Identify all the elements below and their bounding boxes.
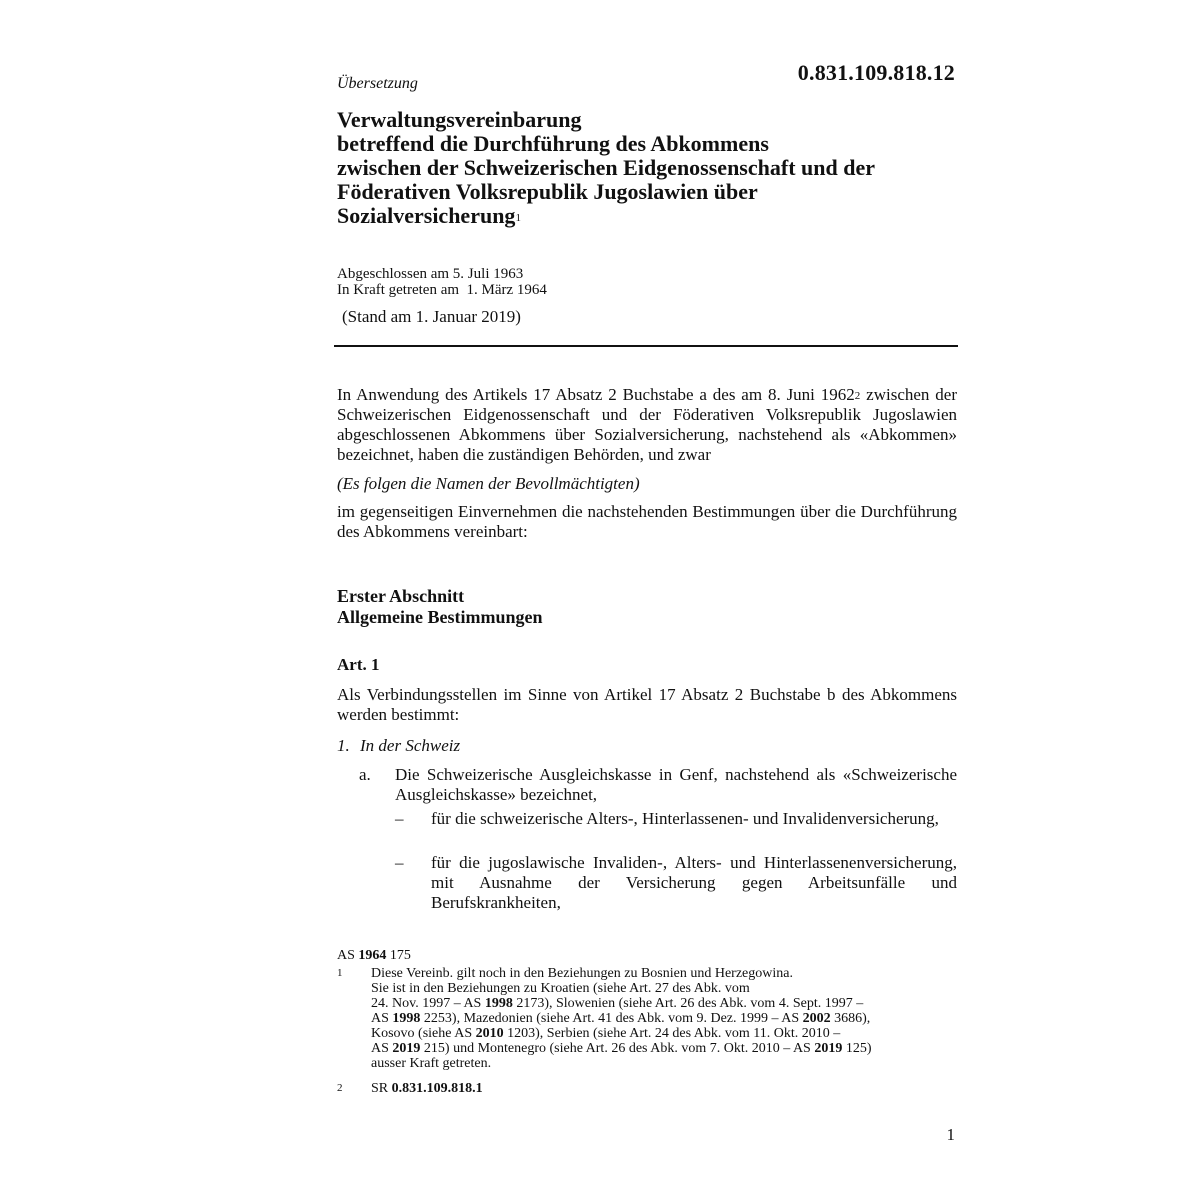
footnote-2-text	[371, 1081, 956, 1096]
footnote-1-line: ausser Kraft getreten.	[371, 1056, 492, 1071]
footnote-ref-2[interactable]: 2	[854, 390, 861, 402]
status-date: (Stand am 1. Januar 2019)	[342, 307, 521, 326]
concluded-date: Abgeschlossen am 5. Juli 1963	[337, 266, 524, 282]
item-1-label: 1.	[337, 736, 350, 755]
in-force-date: In Kraft getreten am 1. März 1964	[337, 282, 547, 298]
dash-2-mark: –	[395, 853, 404, 872]
section-title: Allgemeine Bestimmungen	[337, 607, 543, 627]
document-dates	[337, 266, 547, 298]
as-year: 1964	[358, 948, 387, 963]
footnote-1-line: Diese Vereinb. gilt noch in den Beziehungen zu Bosnien und Herzegowina.	[371, 966, 793, 981]
preamble-paragraph	[337, 385, 957, 465]
title-line: Verwaltungsvereinbarung	[337, 107, 582, 132]
footnote-1-line: Kosovo (siehe AS 2010 1203), Serbien (siehe Art. 24 des Abk. vom 11. Okt. 2010 –	[371, 1026, 841, 1041]
footnote-2-number: 2	[337, 1082, 343, 1094]
footnote-2	[337, 1081, 957, 1099]
sub-a-label: a.	[359, 765, 371, 784]
footnote-1-line: AS 2019 215) und Montenegro (siehe Art. 26 des Abk. vom 7. Okt. 2010 – AS 2019 125)	[371, 1041, 872, 1056]
as-reference	[337, 948, 411, 963]
document-title	[337, 108, 977, 228]
footnote-2-prefix: SR	[371, 1081, 392, 1096]
page-number: 1	[946, 1125, 955, 1144]
header-divider	[334, 345, 958, 347]
title-line-text: Sozialversicherung	[337, 203, 516, 228]
translation-label: Übersetzung	[337, 75, 418, 92]
title-line: betreffend die Durchführung des Abkommens	[337, 131, 769, 156]
footnote-1-line: Sie ist in den Beziehungen zu Kroatien (siehe Art. 27 des Abk. vom	[371, 981, 750, 996]
footnote-2-sr-link[interactable]: 0.831.109.818.1	[391, 1081, 483, 1096]
title-line	[337, 204, 977, 228]
footnote-1-text	[371, 966, 956, 1071]
title-line: zwischen der Schweizerischen Eidgenossenschaft und der	[337, 155, 875, 180]
as-page: 175	[386, 948, 411, 963]
title-line: Föderativen Volksrepublik Jugoslawien über	[337, 179, 758, 204]
as-prefix: AS	[337, 948, 359, 963]
article-intro: Als Verbindungsstellen im Sinne von Artikel 17 Absatz 2 Buchstabe b des Abkommens werden bestimmt:	[337, 685, 957, 724]
sr-number: 0.831.109.818.12	[797, 60, 955, 85]
article-heading: Art. 1	[337, 655, 380, 674]
item-1-text: In der Schweiz	[360, 736, 461, 755]
dash-2-text: für die jugoslawische Invaliden-, Alters- und Hinterlassenenversicherung, mit Ausnahme der Versicherung gegen Arbeitsunfälle und Berufskrankheiten,	[431, 853, 957, 912]
dash-1-text: für die schweizerische Alters-, Hinterlassenen- und Invalidenversicherung,	[431, 809, 939, 828]
footnote-1	[337, 966, 957, 1086]
preamble-text: In Anwendung des Artikels 17 Absatz 2 Buchstabe a des am 8. Juni 1962	[337, 385, 855, 404]
footnote-1-line: 24. Nov. 1997 – AS 1998 2173), Slowenien (siehe Art. 26 des Abk. vom 4. Sept. 1997 –	[371, 996, 864, 1011]
sub-a-text: Die Schweizerische Ausgleichskasse in Genf, nachstehend als «Schweizerische Ausgleichskasse» bezeichnet,	[395, 765, 957, 804]
section-number: Erster Abschnitt	[337, 586, 465, 606]
plenipotentiaries-note: (Es folgen die Namen der Bevollmächtigten)	[337, 474, 640, 493]
footnote-1-number: 1	[337, 967, 343, 979]
dash-1-mark: –	[395, 809, 404, 828]
section-heading	[337, 586, 542, 628]
agreement-paragraph: im gegenseitigen Einvernehmen die nachstehenden Bestimmungen über die Durchführung des Abkommens vereinbart:	[337, 502, 957, 541]
footnote-ref-1[interactable]: 1	[515, 212, 521, 224]
footnote-1-line: AS 1998 2253), Mazedonien (siehe Art. 41 des Abk. vom 9. Dez. 1999 – AS 2002 3686),	[371, 1011, 871, 1026]
preamble-text-cont: zwischen der Schweizerischen Eidgenossenschaft und der Föderativen Volksrepublik Jugoslawien abgeschlossenen Abkommens über Sozialversicherung, nachstehend als «Abkommen» bezeichnet, haben die zuständigen Behörden, und zwar	[337, 385, 957, 464]
